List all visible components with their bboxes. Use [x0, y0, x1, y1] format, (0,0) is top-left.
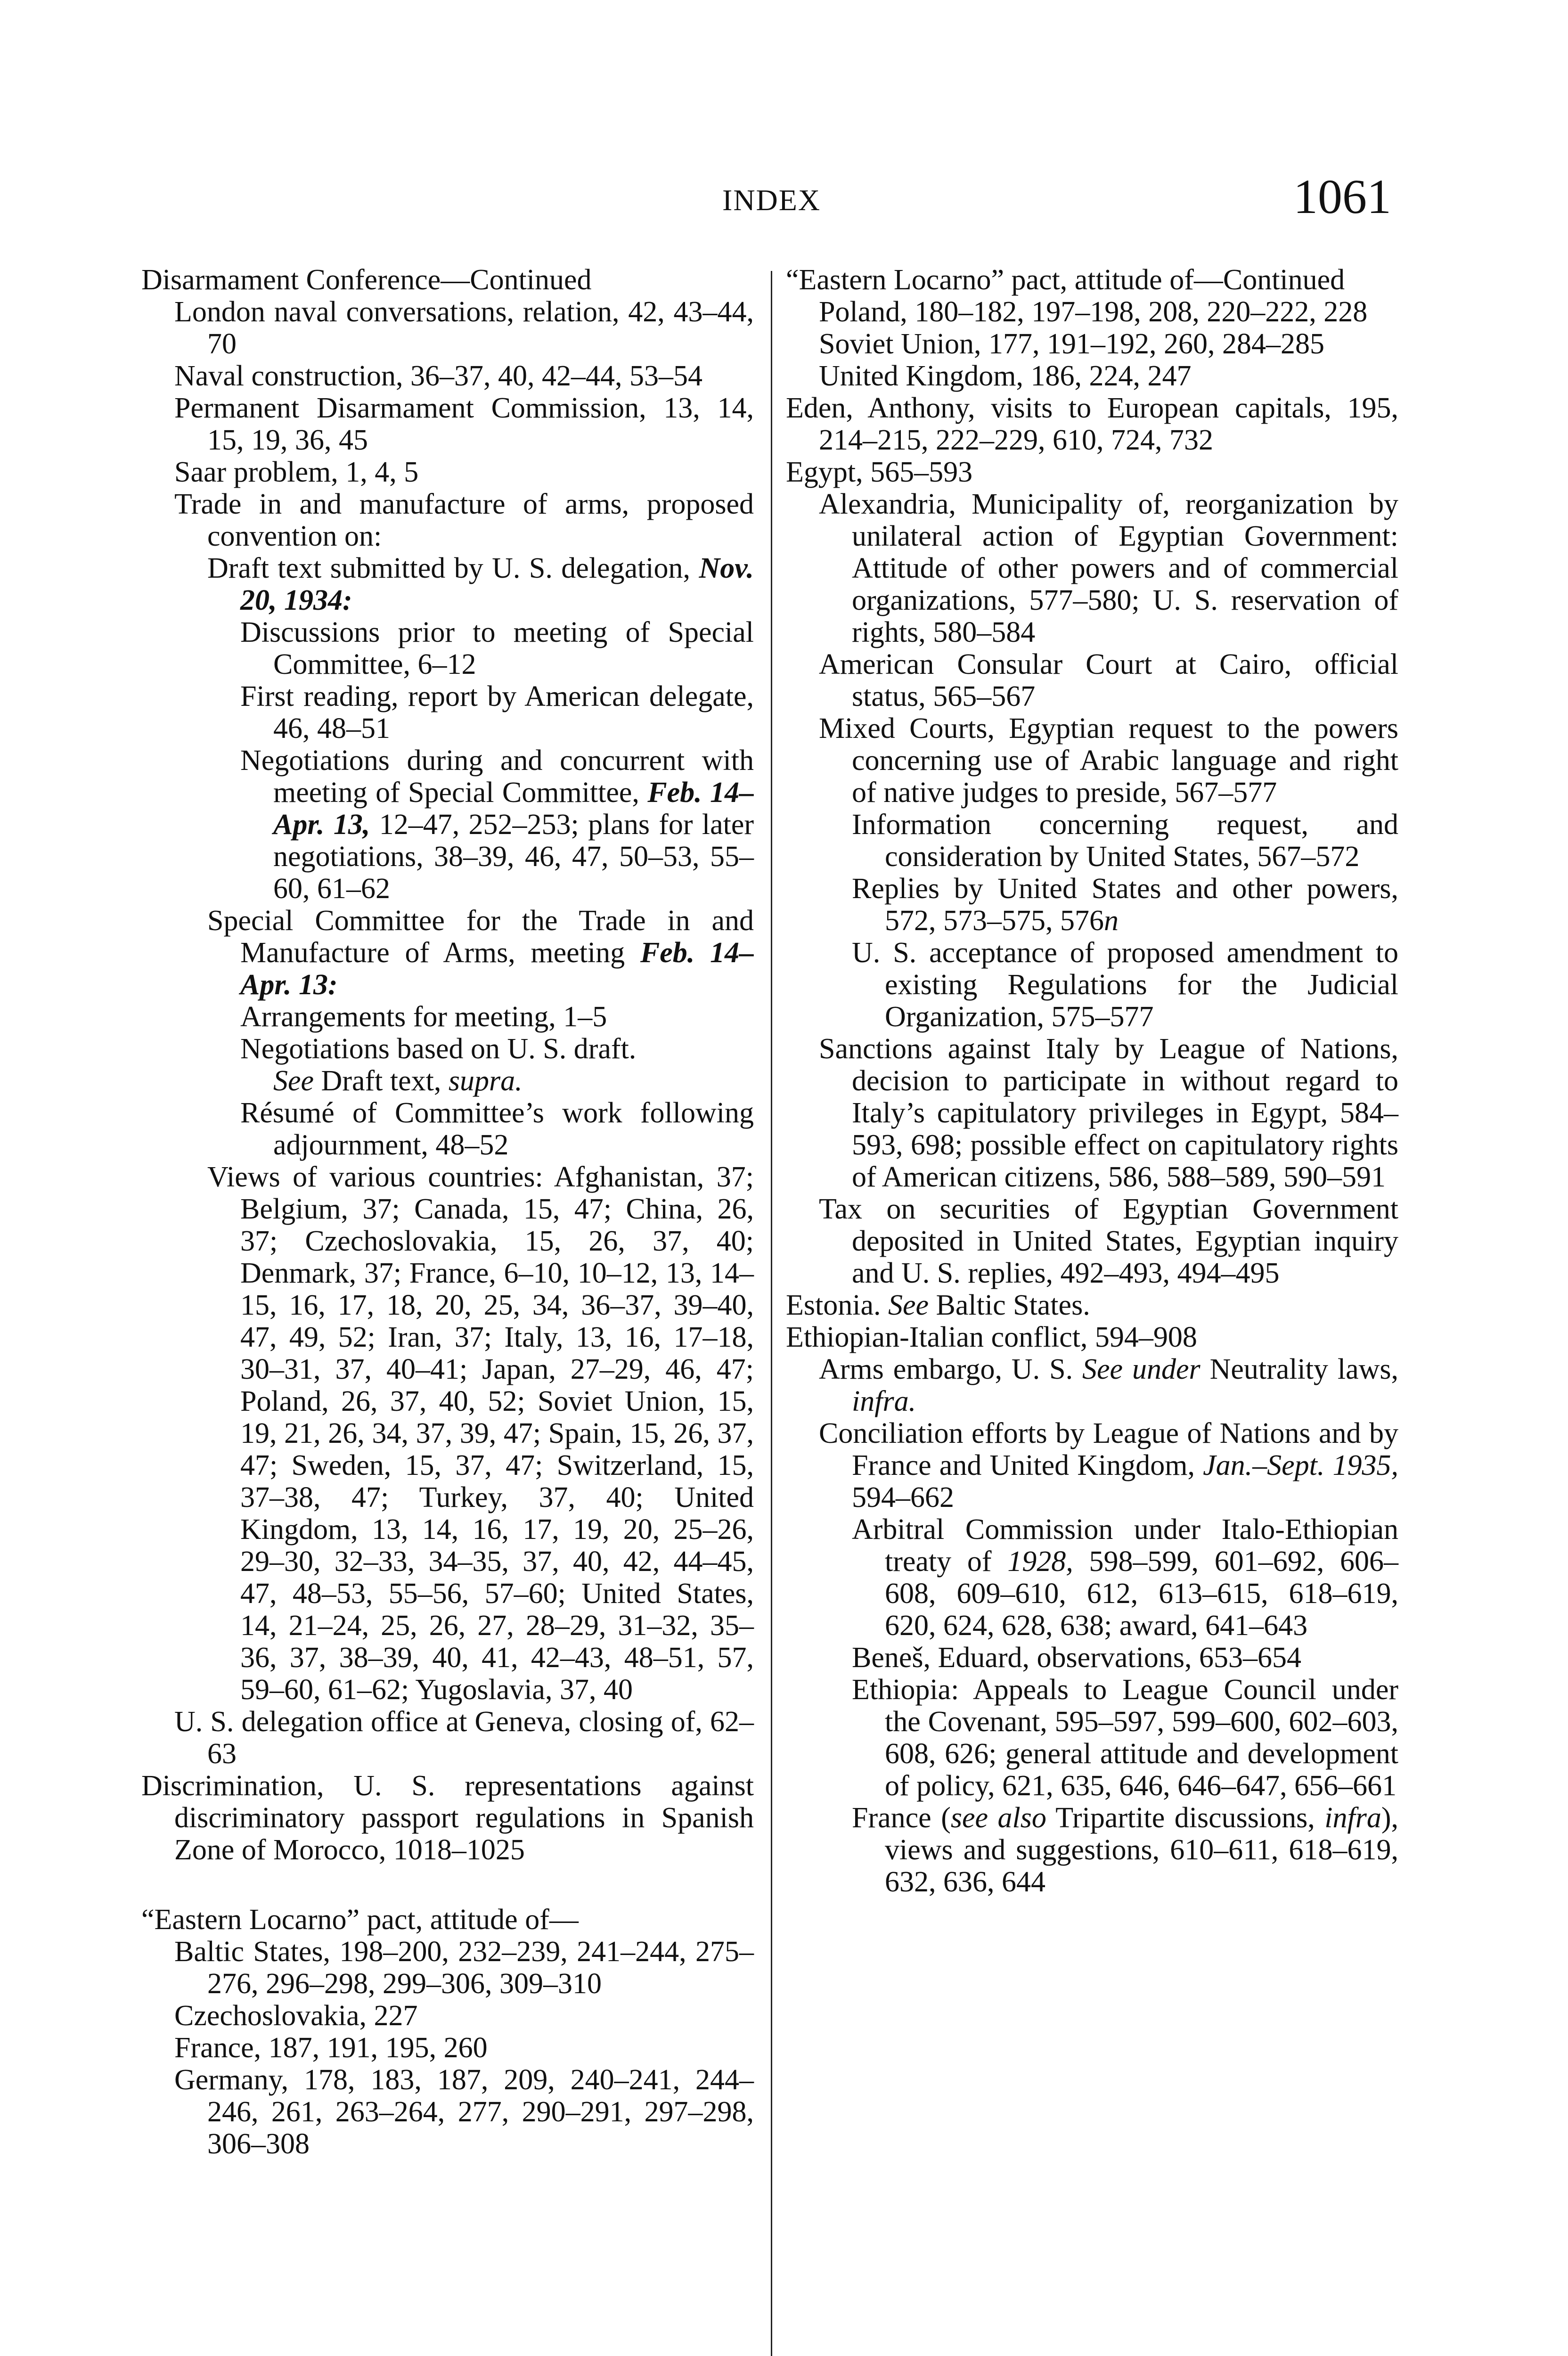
index-subentry: Czechoslovakia, 227 — [174, 2000, 418, 2032]
index-subentry: London naval conversations, relation, 42, 43–44, 70 — [174, 296, 754, 360]
index-subentry: Conciliation efforts by League of Nations and by France and United Kingdom, Jan.–Sept. 1935, 594–662 — [819, 1417, 1399, 1513]
index-subentry: Baltic States, 198–200, 232–239, 241–244, 275–276, 296–298, 299–306, 309–310 — [174, 1936, 754, 2000]
index-subentry: Trade in and manufacture of arms, proposed convention on: — [174, 488, 754, 552]
index-subentry: American Consular Court at Cairo, official status, 565–567 — [819, 648, 1398, 712]
index-subentry: Negotiations based on U. S. draft. See Draft text, supra. — [240, 1033, 637, 1097]
index-subentry: Special Committee for the Trade in and Manufacture of Arms, meeting Feb. 14–Apr. 13: — [207, 905, 754, 1001]
index-subentry: Résumé of Committee’s work following adjournment, 48–52 — [240, 1097, 754, 1161]
index-subentry: U. S. delegation office at Geneva, closing of, 62–63 — [174, 1706, 754, 1770]
index-subentry: Saar problem, 1, 4, 5 — [174, 456, 419, 488]
index-subentry: Permanent Disarmament Commission, 13, 14, 15, 19, 36, 45 — [174, 392, 754, 456]
index-subentry: U. S. acceptance of proposed amendment to existing Regulations for the Judicial Organization, 575–577 — [852, 937, 1398, 1033]
index-subentry: Draft text submitted by U. S. delegation, Nov. 20, 1934: — [207, 552, 754, 616]
index-entry: Discrimination, U. S. representations against discriminatory passport regulations in Spanish Zone of Morocco, 1018–1025 — [141, 1770, 754, 1866]
index-entry: Egypt, 565–593 — [786, 456, 973, 488]
index-subentry: United Kingdom, 186, 224, 247 — [819, 360, 1192, 392]
left-index-column — [141, 264, 754, 2160]
index-subentry: Tax on securities of Egyptian Government deposited in United States, Egyptian inquiry and U. S. replies, 492–493, 494–495 — [819, 1193, 1398, 1289]
index-subentry: Mixed Courts, Egyptian request to the powers concerning use of Arabic language and right of native judges to preside, 567–577 — [819, 712, 1398, 809]
index-entry: Estonia. See Baltic States. — [786, 1289, 1090, 1321]
index-subentry: Soviet Union, 177, 191–192, 260, 284–285 — [819, 328, 1324, 360]
column-divider — [771, 271, 772, 2356]
index-subentry: Discussions prior to meeting of Special Committee, 6–12 — [240, 616, 754, 680]
index-entry: “Eastern Locarno” pact, attitude of— — [141, 1904, 579, 1936]
index-subentry: France, 187, 191, 195, 260 — [174, 2032, 488, 2064]
index-subentry: Ethiopia: Appeals to League Council under the Covenant, 595–597, 599–600, 602–603, 608, 626; general attitude and development of policy, 621, 635, 646, 646–647, 656–661 — [852, 1674, 1398, 1802]
index-entry: “Eastern Locarno” pact, attitude of—Continued — [786, 264, 1345, 296]
index-subentry: Naval construction, 36–37, 40, 42–44, 53–54 — [174, 360, 703, 392]
index-subentry: France (see also Tripartite discussions, infra), views and suggestions, 610–611, 618–619, 632, 636, 644 — [852, 1802, 1398, 1898]
index-subentry: Germany, 178, 183, 187, 209, 240–241, 244–246, 261, 263–264, 277, 290–291, 297–298, 306–308 — [174, 2064, 754, 2160]
index-entry: Disarmament Conference—Continued — [141, 264, 592, 296]
index-subentry: Alexandria, Municipality of, reorganization by unilateral action of Egyptian Government: Attitude of other powers and of commercial organizations, 577–580; U. S. reservation of rights, 580–584 — [819, 488, 1398, 648]
index-subentry: Negotiations during and concurrent with meeting of Special Committee, Feb. 14–Apr. 13, 12–47, 252–253; plans for later negotiations, 38–39, 46, 47, 50–53, 55–60, 61–62 — [240, 744, 754, 905]
index-subentry: Sanctions against Italy by League of Nations, decision to participate in without regard to Italy’s capitulatory privileges in Egypt, 584–593, 698; possible effect on capitulatory rights of American citizens, 586, 588–589, 590–591 — [819, 1033, 1398, 1193]
index-entry: Ethiopian-Italian conflict, 594–908 — [786, 1321, 1197, 1353]
index-subentry: Arms embargo, U. S. See under Neutrality laws, infra. — [819, 1353, 1398, 1417]
index-subentry: Arbitral Commission under Italo-Ethiopian treaty of 1928, 598–599, 601–692, 606–608, 609–610, 612, 613–615, 618–619, 620, 624, 628, 638; award, 641–643 — [852, 1513, 1399, 1642]
index-entry: Eden, Anthony, visits to European capitals, 195, 214–215, 222–229, 610, 724, 732 — [786, 392, 1398, 456]
index-subentry: Poland, 180–182, 197–198, 208, 220–222, 228 — [819, 296, 1368, 328]
index-subentry: Replies by United States and other powers, 572, 573–575, 576n — [852, 873, 1398, 937]
index-subentry: Information concerning request, and consideration by United States, 567–572 — [852, 809, 1398, 873]
right-index-column — [786, 264, 1398, 1898]
page-number: 1061 — [1293, 170, 1391, 224]
running-header: INDEX — [722, 183, 821, 217]
index-subentry: Arrangements for meeting, 1–5 — [240, 1001, 607, 1033]
entry-spacer — [141, 1866, 754, 1904]
index-subentry: First reading, report by American delegate, 46, 48–51 — [240, 680, 754, 744]
index-subentry: Views of various countries: Afghanistan, 37; Belgium, 37; Canada, 15, 47; China, 26, 37; Czechoslovakia, 15, 26, 37, 40; Denmark, 37; France, 6–10, 10–12, 13, 14–15, 16, 17, 18, 20, 25, 34, 36–37, 39–40, 47, 49, 52; Iran, 37; Italy, 13, 16, 17–18, 30–31, 37, 40–41; Japan, 27–29, 46, 47; Poland, 26, 37, 40, 52; Soviet Union, 15, 19, 21, 26, 34, 37, 39, 47; Spain, 15, 26, 37, 47; Sweden, 15, 37, 47; Switzerland, 15, 37–38, 47; Turkey, 37, 40; United Kingdom, 13, 14, 16, 17, 19, 20, 25–26, 29–30, 32–33, 34–35, 37, 40, 42, 44–45, 47, 48–53, 55–56, 57–60; United States, 14, 21–24, 25, 26, 27, 28–29, 31–32, 35–36, 37, 38–39, 40, 41, 42–43, 48–51, 57, 59–60, 61–62; Yugoslavia, 37, 40 — [207, 1161, 754, 1706]
index-subentry: Beneš, Eduard, observations, 653–654 — [852, 1642, 1301, 1674]
